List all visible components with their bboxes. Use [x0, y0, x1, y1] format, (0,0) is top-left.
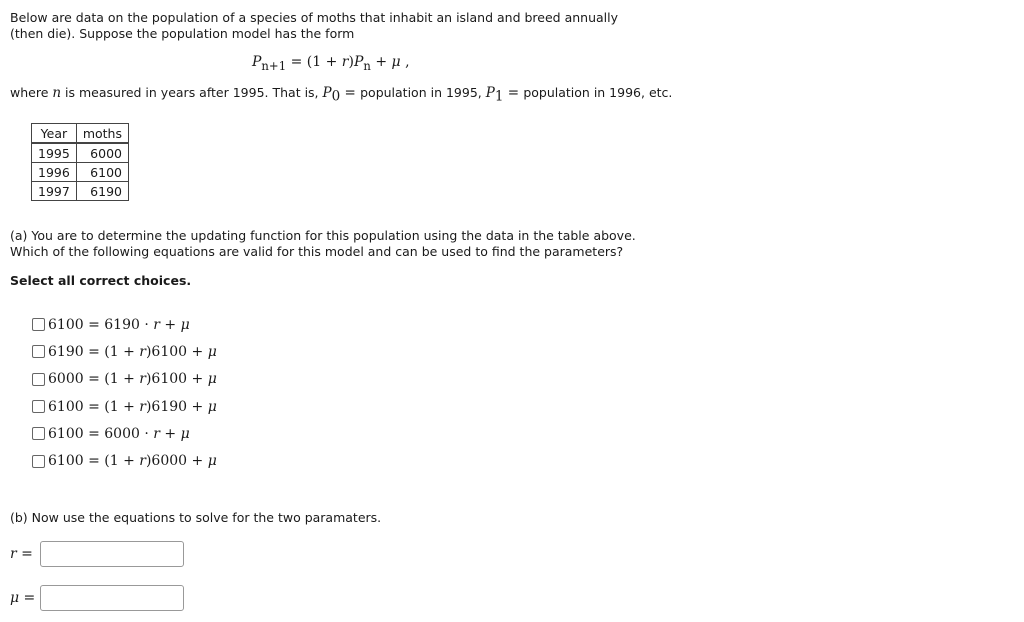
checkbox-choice-5[interactable] — [32, 427, 45, 440]
r-answer-row — [10, 541, 184, 567]
checkbox-choice-4[interactable] — [32, 400, 45, 413]
model-formula: $P_{n+1} = (1 + r)P_n + \mu$ , — [252, 54, 410, 73]
population-table — [31, 123, 129, 201]
part-b-question: (b) Now use the equations to solve for the two paramaters. — [10, 510, 382, 525]
mu-answer-row — [10, 585, 184, 611]
column-header-year: Year — [32, 124, 77, 144]
choice-item[interactable] — [32, 311, 217, 338]
choice-equation: 6100 = (1 + r)6000 + μ — [48, 453, 217, 470]
moths-cell: 6100 — [76, 163, 128, 182]
choice-equation: 6190 = (1 + r)6100 + μ — [48, 343, 217, 360]
choice-equation: 6000 = (1 + r)6100 + μ — [48, 371, 217, 388]
r-label: r = — [10, 546, 33, 562]
choice-equation: 6100 = 6190 · r + μ — [48, 316, 190, 333]
choice-item[interactable] — [32, 420, 217, 447]
select-all-label: Select all correct choices. — [10, 273, 192, 288]
mu-label: μ = — [10, 590, 36, 606]
checkbox-choice-2[interactable] — [32, 345, 45, 358]
checkbox-choice-1[interactable] — [32, 318, 45, 331]
where-text: where n is measured in years after 1995. That is, $P_0$ = population in 1995, $P_1$ = population in 1996, etc. — [10, 85, 673, 105]
year-cell: 1997 — [32, 182, 77, 201]
part-a-question: (a) You are to determine the updating function for this population using the data in the table above. Which of the following equations are valid for this model and can be used to find the parameters? — [10, 228, 636, 259]
choice-item[interactable] — [32, 366, 217, 393]
table-row — [32, 163, 129, 182]
choice-equation: 6100 = (1 + r)6190 + μ — [48, 398, 217, 415]
table-row — [32, 182, 129, 201]
moths-cell: 6000 — [76, 143, 128, 163]
checkbox-choice-6[interactable] — [32, 455, 45, 468]
choice-equation: 6100 = 6000 · r + μ — [48, 425, 190, 442]
mu-input[interactable] — [40, 585, 184, 611]
choice-item[interactable] — [32, 393, 217, 420]
year-cell: 1996 — [32, 163, 77, 182]
choice-item[interactable] — [32, 447, 217, 474]
checkbox-choice-3[interactable] — [32, 373, 45, 386]
table-header-row — [32, 124, 129, 144]
moths-cell: 6190 — [76, 182, 128, 201]
year-cell: 1995 — [32, 143, 77, 163]
table-row — [32, 143, 129, 163]
intro-text: Below are data on the population of a species of moths that inhabit an island and breed annually (then die). Suppose the population model has the form — [10, 10, 619, 41]
column-header-moths: moths — [76, 124, 128, 144]
choice-list — [32, 311, 217, 475]
choice-item[interactable] — [32, 338, 217, 365]
r-input[interactable] — [40, 541, 184, 567]
